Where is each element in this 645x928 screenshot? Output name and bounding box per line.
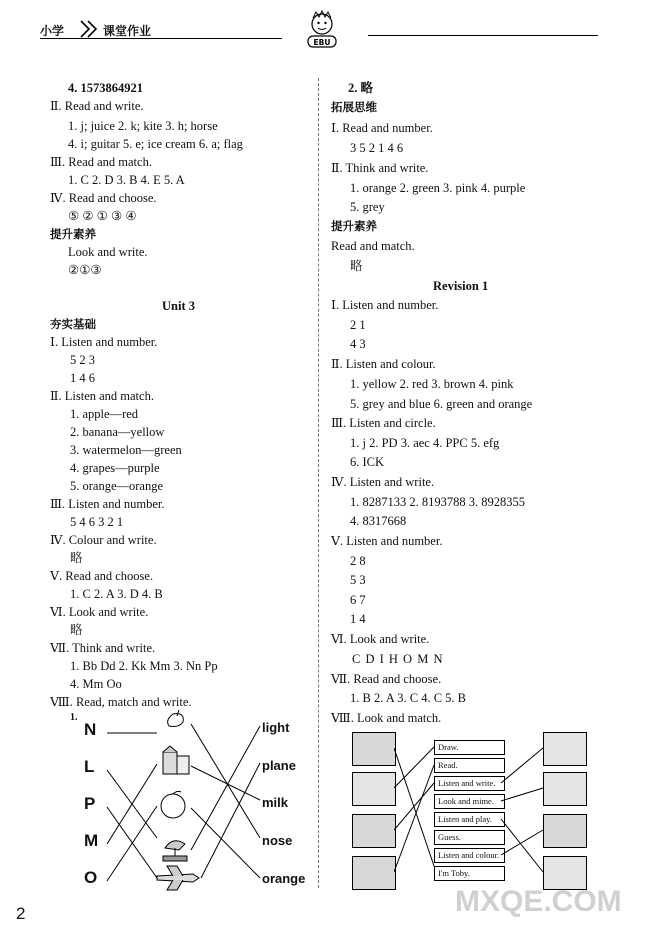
answer-line: 6. ICK bbox=[350, 455, 385, 469]
answer-line: 4. 8317668 bbox=[350, 514, 407, 528]
page-number: 2 bbox=[16, 904, 26, 923]
answer-line: 1. j 2. PD 3. aec 4. PPC 5. efg bbox=[350, 436, 500, 450]
list-item: 5. orange—orange bbox=[70, 479, 164, 493]
logo-text: EBU bbox=[313, 38, 331, 47]
header-rule-left bbox=[40, 38, 282, 39]
answer-line: 5. grey bbox=[350, 200, 385, 214]
answer-line: 1. B 2. A 3. C 4. C 5. B bbox=[350, 691, 466, 705]
section-title: Ⅲ. Listen and circle. bbox=[331, 416, 436, 430]
match-word: milk bbox=[262, 795, 289, 810]
answer-line: 1. C 2. D 3. B 4. E 5. A bbox=[68, 173, 185, 187]
tiger-picture bbox=[352, 814, 396, 848]
drawing-picture bbox=[352, 772, 396, 806]
header-rule-right bbox=[368, 35, 598, 36]
phrase-box: Draw. bbox=[434, 740, 505, 755]
section-title: Ⅳ. Colour and write. bbox=[50, 533, 157, 547]
match-word: nose bbox=[262, 833, 293, 848]
match-word: plane bbox=[262, 758, 296, 773]
mascot-logo-icon bbox=[300, 8, 346, 50]
answer-line: 1. j; juice 2. k; kite 3. h; horse bbox=[68, 119, 218, 133]
section-title: Ⅶ. Read and choose. bbox=[331, 672, 442, 686]
unit-title: Unit 3 bbox=[162, 299, 195, 313]
section-title: Ⅱ. Listen and match. bbox=[50, 389, 154, 403]
section-title: Ⅵ. Look and write. bbox=[50, 605, 149, 619]
answer-line: 2 1 bbox=[350, 318, 366, 332]
answer-line: 4. Mm Oo bbox=[70, 677, 122, 691]
section-title: Ⅱ. Listen and colour. bbox=[331, 357, 436, 371]
section-title: Ⅳ. Listen and write. bbox=[331, 475, 435, 489]
section-title: Ⅲ. Listen and number. bbox=[50, 497, 165, 511]
list-item: 1. apple—red bbox=[70, 407, 139, 421]
milk-cartons-icon bbox=[163, 746, 189, 774]
section-title: Ⅳ. Read and choose. bbox=[50, 191, 157, 205]
nose-picture-icon bbox=[168, 710, 184, 727]
section-title: Ⅲ. Read and match. bbox=[50, 155, 152, 169]
match-lines-diagram bbox=[394, 730, 544, 890]
match-letter: O bbox=[84, 868, 98, 887]
match-letter: N bbox=[84, 720, 97, 739]
section-title: Ⅱ. Read and write. bbox=[50, 99, 144, 113]
list-item: 2. banana—yellow bbox=[70, 425, 165, 439]
tiger-reading-picture bbox=[543, 814, 587, 848]
lamp-light-icon bbox=[163, 841, 187, 861]
answer-line: C D I H O M N bbox=[352, 652, 443, 666]
revision-title: Revision 1 bbox=[433, 279, 489, 293]
answer-line: 6 7 bbox=[350, 593, 366, 607]
answer-line: 1. 8287133 2. 8193788 3. 8928355 bbox=[350, 495, 525, 509]
section-title: Ⅰ. Listen and number. bbox=[331, 298, 439, 312]
bear-picture bbox=[352, 732, 396, 766]
header-level: 小学 bbox=[40, 24, 65, 38]
section-title: Ⅷ. Look and match. bbox=[331, 711, 442, 725]
section-title: Ⅷ. Read, match and write. bbox=[50, 695, 192, 709]
phrase-box: Guess. bbox=[434, 830, 505, 845]
kids-playing-picture bbox=[543, 732, 587, 766]
double-chevron-icon bbox=[78, 18, 100, 40]
category-heading: 夯实基础 bbox=[50, 317, 96, 331]
bird-picture bbox=[543, 772, 587, 806]
answer-line: 1 4 bbox=[350, 612, 366, 626]
category-heading: 提升素养 bbox=[331, 219, 377, 233]
header-title: 课堂作业 bbox=[103, 24, 152, 38]
answer-line: 4. i; guitar 5. e; ice cream 6. a; flag bbox=[68, 137, 243, 151]
answer-line: 2 8 bbox=[350, 554, 366, 568]
category-heading: 提升素养 bbox=[50, 227, 96, 241]
answer-line: 略 bbox=[70, 551, 83, 565]
section-title: Read and match. bbox=[331, 239, 415, 253]
list-item: 3. watermelon—green bbox=[70, 443, 182, 457]
match-letter: P bbox=[84, 794, 96, 813]
phrase-box: Read. bbox=[434, 758, 505, 773]
answer-line: 4 3 bbox=[350, 337, 366, 351]
answer-line: 略 bbox=[350, 259, 363, 273]
answer-line: 5. grey and blue 6. green and orange bbox=[350, 397, 533, 411]
section-title: Ⅰ. Listen and number. bbox=[50, 335, 158, 349]
answer-line: 1. yellow 2. red 3. brown 4. pink bbox=[350, 377, 514, 391]
answer-line: 1. orange 2. green 3. pink 4. purple bbox=[350, 181, 526, 195]
phrase-box: Listen and play. bbox=[434, 812, 505, 827]
list-item: 4. grapes—purple bbox=[70, 461, 160, 475]
section-title: Ⅱ. Think and write. bbox=[331, 161, 429, 175]
phrase-box: Listen and colour. bbox=[434, 848, 505, 863]
answer-line: 2. 略 bbox=[348, 81, 374, 95]
match-letter: L bbox=[84, 757, 95, 776]
section-title: Ⅵ. Look and write. bbox=[331, 632, 430, 646]
section-title: Look and write. bbox=[68, 245, 148, 259]
section-title: Ⅰ. Read and number. bbox=[331, 121, 433, 135]
section-title: Ⅶ. Think and write. bbox=[50, 641, 156, 655]
answer-line: 3 5 2 1 4 6 bbox=[350, 141, 404, 155]
phrase-box: I'm Toby. bbox=[434, 866, 505, 881]
item-number: 1. bbox=[70, 712, 78, 723]
phrase-box: Look and mime. bbox=[434, 794, 505, 809]
answer-line: 5 3 bbox=[350, 573, 366, 587]
answer-line: 1 4 6 bbox=[70, 371, 95, 385]
answer-line: 5 4 6 3 2 1 bbox=[70, 515, 124, 529]
phrase-box: Listen and write. bbox=[434, 776, 505, 791]
answer-line: 1. C 2. A 3. D 4. B bbox=[70, 587, 163, 601]
match-lines-diagram bbox=[95, 708, 270, 893]
column-divider bbox=[318, 78, 319, 888]
section-title: Ⅴ. Listen and number. bbox=[331, 534, 443, 548]
answer-line: ⑤ ② ① ③ ④ bbox=[68, 209, 137, 223]
answer-line: ②①③ bbox=[68, 263, 102, 277]
bear-reading-picture bbox=[352, 856, 396, 890]
match-word: orange bbox=[262, 871, 306, 886]
answer-line: 5 2 3 bbox=[70, 353, 95, 367]
match-letter: M bbox=[84, 831, 99, 850]
answer-line: 略 bbox=[70, 623, 83, 637]
answer-line: 1. Bb Dd 2. Kk Mm 3. Nn Pp bbox=[70, 659, 218, 673]
match-word: light bbox=[262, 720, 290, 735]
watermark: MXQE.COM bbox=[455, 885, 622, 918]
answer-line: 4. 1573864921 bbox=[68, 81, 143, 95]
section-title: Ⅴ. Read and choose. bbox=[50, 569, 154, 583]
airplane-icon bbox=[157, 866, 199, 890]
category-heading: 拓展思维 bbox=[331, 100, 377, 114]
orange-fruit-icon bbox=[161, 791, 185, 818]
